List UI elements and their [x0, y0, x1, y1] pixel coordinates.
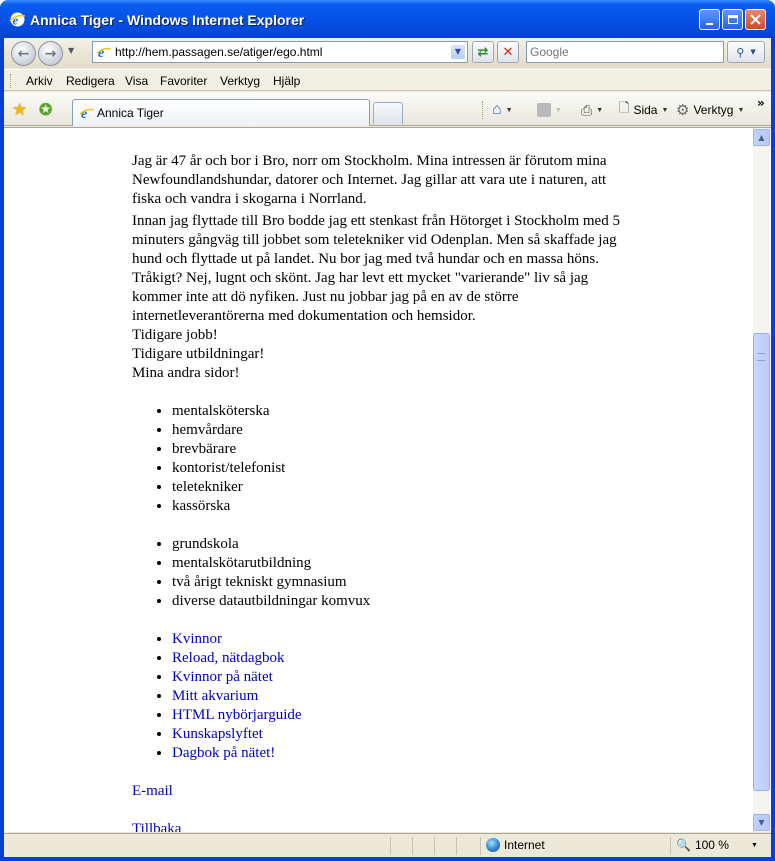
menu-item-redigera[interactable]: Redigera: [66, 74, 115, 88]
gear-icon: ⚙: [676, 102, 690, 119]
home-button[interactable]: [492, 101, 513, 119]
back-link[interactable]: Tillbaka: [132, 821, 182, 832]
feeds-button[interactable]: [537, 101, 562, 119]
svg-text:e: e: [12, 12, 19, 28]
list-item: • brevbärare: [172, 440, 632, 459]
menu-item-arkiv[interactable]: Arkiv: [26, 74, 53, 88]
page-content: [132, 152, 632, 832]
menu-item-verktyg[interactable]: Verktyg: [220, 74, 261, 88]
link-item: [172, 649, 632, 668]
scroll-down-button[interactable]: [753, 814, 770, 831]
minimize-icon: [706, 23, 713, 25]
zoom-dropdown-icon: ▼: [750, 841, 758, 849]
zoom-icon: 🔍: [676, 838, 691, 852]
page-dropdown-icon: ▼: [661, 106, 669, 114]
link-kvinnor[interactable]: Kvinnor: [172, 631, 222, 647]
scroll-grip: [757, 353, 765, 361]
heading-previous-education: Tidigare utbildningar!: [132, 346, 265, 362]
link-item: [172, 744, 632, 763]
list-item: • grundskola: [172, 535, 632, 554]
tab-command-bar: [4, 92, 771, 126]
zoom-control[interactable]: [676, 838, 758, 852]
tools-menu-button[interactable]: [676, 101, 744, 119]
menu-item-hjalp[interactable]: Hjälp: [273, 74, 301, 88]
back-arrow-icon: ←: [17, 45, 30, 62]
svg-text:e: e: [98, 46, 105, 60]
link-item: [172, 630, 632, 649]
zoom-level: 100 %: [694, 838, 729, 852]
vertical-scrollbar[interactable]: [753, 128, 770, 832]
link-html-nyborjarguide[interactable]: HTML nybörjarguide: [172, 707, 302, 723]
link-reload-natdagbok[interactable]: Reload, nätdagbok: [172, 650, 285, 666]
maximize-icon: [728, 15, 738, 24]
search-input[interactable]: [530, 43, 720, 61]
favorites-star-icon[interactable]: ★: [12, 100, 28, 120]
page-ie-icon: [96, 44, 112, 60]
refresh-button[interactable]: [472, 41, 494, 63]
zone-label: Internet: [504, 838, 545, 852]
window-title: Annica Tiger - Windows Internet Explorer: [30, 12, 305, 28]
search-button[interactable]: [727, 41, 765, 63]
tools-menu-label: Verktyg: [693, 103, 734, 117]
refresh-icon: ⇄: [477, 44, 489, 60]
status-bar: [4, 833, 771, 857]
link-item: [172, 668, 632, 687]
list-item: • diverse datautbildningar komvux: [172, 592, 632, 611]
links-list: [132, 630, 632, 763]
page-icon: 🗋: [619, 100, 630, 115]
background-paragraph: Innan jag flyttade till Bro bodde jag ett stenkast från Hötorget i Stockholm med 5 minuters gångväg till jobbet som teletekniker vid Odenplan. Men så skaffade jag hund och flyttade ut på landet. Nu bor jag med två hundar och en massa höns. Tråkigt? Nej, lugnt och skönt. Jag har levt ett mycket "varierande" liv så jag kommer inte att dö nyfiken. Just nu jobbar jag på en av de större internetleverantörerna med dokumentation och hemsidor.: [132, 213, 620, 324]
status-divider: [434, 837, 435, 855]
address-dropdown-icon[interactable]: ▼: [451, 45, 465, 59]
education-list: [132, 535, 632, 611]
print-button[interactable]: [581, 101, 603, 119]
heading-other-pages: Mina andra sidor!: [132, 365, 240, 381]
link-item: [172, 725, 632, 744]
email-link[interactable]: E-mail: [132, 783, 173, 799]
link-item: [172, 687, 632, 706]
feeds-icon: [537, 103, 551, 117]
list-item: • mentalskötarutbildning: [172, 554, 632, 573]
recent-pages-dropdown-icon[interactable]: ▼: [68, 46, 75, 55]
search-icon: ⚲: [736, 45, 745, 59]
scroll-down-icon: ▼: [758, 818, 765, 827]
home-icon: ⌂: [492, 101, 502, 118]
status-divider: [670, 837, 671, 855]
menu-grip[interactable]: [10, 74, 12, 88]
tab-label: Annica Tiger: [97, 106, 164, 120]
link-dagbok-pa-natet[interactable]: Dagbok på nätet!: [172, 745, 276, 761]
feeds-dropdown-icon[interactable]: ▼: [555, 106, 562, 114]
list-item: • kassörska: [172, 497, 632, 516]
tab-annica-tiger[interactable]: [72, 99, 370, 126]
list-item: • kontorist/telefonist: [172, 459, 632, 478]
more-commands-chevron-icon[interactable]: »: [757, 96, 765, 110]
heading-previous-jobs: Tidigare jobb!: [132, 327, 218, 343]
scroll-thumb[interactable]: [753, 333, 770, 791]
page-menu-button[interactable]: [619, 101, 668, 119]
close-button[interactable]: [745, 9, 766, 30]
scroll-up-icon: ▲: [758, 133, 765, 142]
menu-item-favoriter[interactable]: Favoriter: [160, 74, 208, 88]
menu-item-visa[interactable]: Visa: [125, 74, 149, 88]
toolbar-separator: [482, 101, 483, 119]
stop-icon: ✕: [502, 44, 514, 60]
back-button[interactable]: [11, 41, 36, 66]
address-toolbar: [4, 38, 771, 68]
status-divider: [456, 837, 457, 855]
status-divider: [390, 837, 391, 855]
add-favorite-icon[interactable]: ✪: [39, 100, 53, 119]
forward-arrow-icon: →: [44, 45, 57, 62]
jobs-list: [132, 402, 632, 516]
forward-button[interactable]: [38, 41, 63, 66]
address-url[interactable]: http://hem.passagen.se/atiger/ego.html: [115, 45, 323, 59]
page-menu-label: Sida: [633, 103, 658, 117]
search-field[interactable]: [526, 41, 724, 63]
status-divider: [480, 837, 481, 855]
title-bar[interactable]: [0, 0, 775, 38]
browser-client: [4, 38, 771, 857]
page-viewport: [4, 127, 771, 832]
print-dropdown-icon[interactable]: ▼: [596, 106, 604, 114]
intro-paragraph: Jag är 47 år och bor i Bro, norr om Stockholm. Mina intressen är förutom mina Newfoundlandshundar, datorer och Internet. Jag gillar att vara ute i naturen, att fiska och vandra i skogarna i Norrland.: [132, 153, 607, 207]
home-dropdown-icon[interactable]: ▼: [505, 106, 513, 114]
list-item: • två årigt tekniskt gymnasium: [172, 573, 632, 592]
link-kunskapslyftet[interactable]: Kunskapslyftet: [172, 726, 263, 742]
maximize-button[interactable]: [722, 9, 743, 30]
close-icon: [750, 14, 761, 25]
link-mitt-akvarium[interactable]: Mitt akvarium: [172, 688, 259, 704]
svg-text:e: e: [81, 107, 88, 121]
status-divider: [412, 837, 413, 855]
list-item: • teletekniker: [172, 478, 632, 497]
menu-bar: [4, 69, 771, 91]
security-zone[interactable]: [486, 838, 545, 852]
minimize-button[interactable]: [699, 9, 720, 30]
link-kvinnor-pa-natet[interactable]: Kvinnor på nätet: [172, 669, 273, 685]
scroll-up-button[interactable]: [753, 129, 770, 146]
search-options-icon: ▼: [750, 48, 756, 56]
print-icon: ⎙: [581, 101, 593, 118]
ie-logo-icon: [9, 11, 26, 28]
new-tab-button[interactable]: [373, 102, 403, 124]
address-bar[interactable]: [92, 41, 468, 63]
list-item: • hemvårdare: [172, 421, 632, 440]
link-item: [172, 706, 632, 725]
globe-icon: [486, 838, 500, 852]
stop-button[interactable]: [497, 41, 519, 63]
list-item: • mentalsköterska: [172, 402, 632, 421]
tab-ie-icon: [79, 105, 95, 121]
tools-dropdown-icon: ▼: [737, 106, 745, 114]
